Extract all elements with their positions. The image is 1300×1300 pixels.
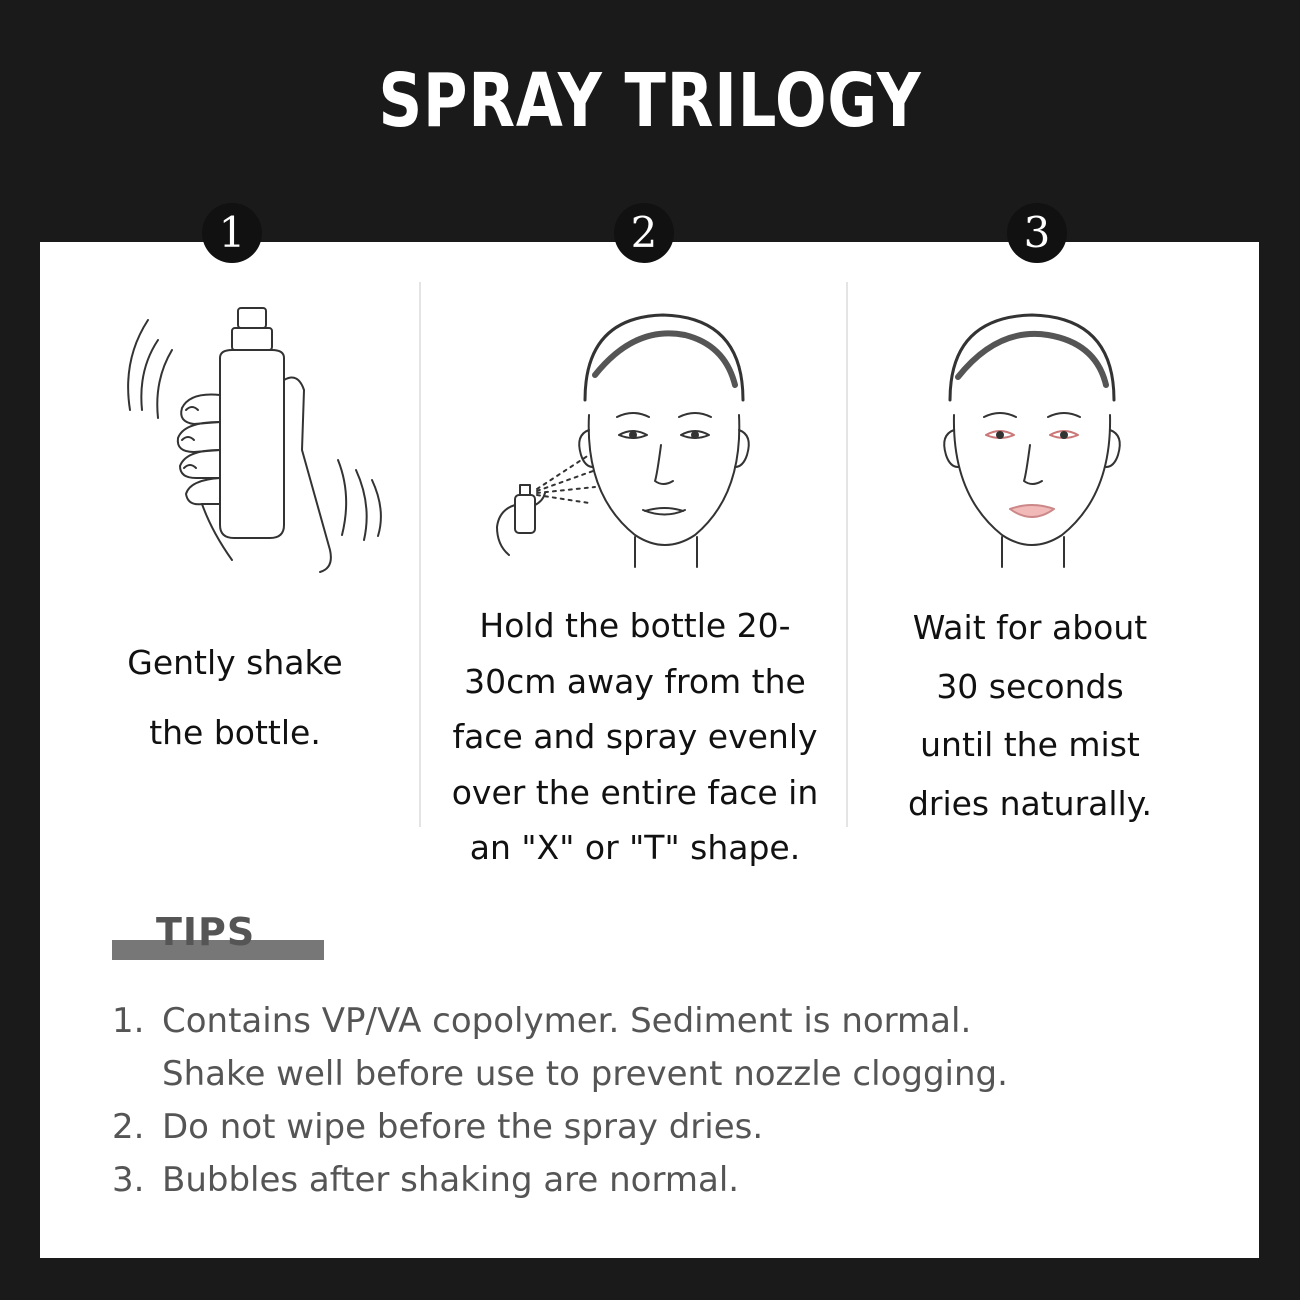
tips-heading (112, 912, 324, 960)
spray-face-illustration (485, 305, 775, 580)
tips-list (112, 995, 1212, 1207)
tips-label: TIPS (156, 910, 256, 954)
step-1-badge: 1 (202, 203, 262, 263)
shake-bottle-illustration (120, 300, 390, 580)
tip-text: Bubbles after shaking are normal. (162, 1160, 740, 1200)
tip-item (112, 995, 1212, 1101)
tip-text: Do not wipe before the spray dries. (162, 1107, 764, 1147)
step-1-text: Gently shake the bottle. (127, 643, 343, 752)
step-2-badge: 2 (614, 203, 674, 263)
tip-text: Contains VP/VA copolymer. Sediment is normal. Shake well before use to prevent nozzle clogging. (162, 1001, 1008, 1094)
tip-item (112, 1154, 1212, 1207)
page-title: SPRAY TRILOGY (378, 58, 922, 144)
tip-number: 1. (112, 1001, 145, 1041)
column-divider (846, 282, 848, 827)
tip-number: 2. (112, 1107, 145, 1147)
tip-number: 3. (112, 1160, 145, 1200)
smiling-face-illustration (928, 305, 1138, 580)
step-3-badge: 3 (1007, 203, 1067, 263)
step-2-text: Hold the bottle 20- 30cm away from the face and spray evenly over the entire face in an "X" or "T" shape. (451, 606, 819, 867)
step-3-text: Wait for about 30 seconds until the mist dries naturally. (907, 608, 1153, 823)
tip-item (112, 1101, 1212, 1154)
column-divider (419, 282, 421, 827)
